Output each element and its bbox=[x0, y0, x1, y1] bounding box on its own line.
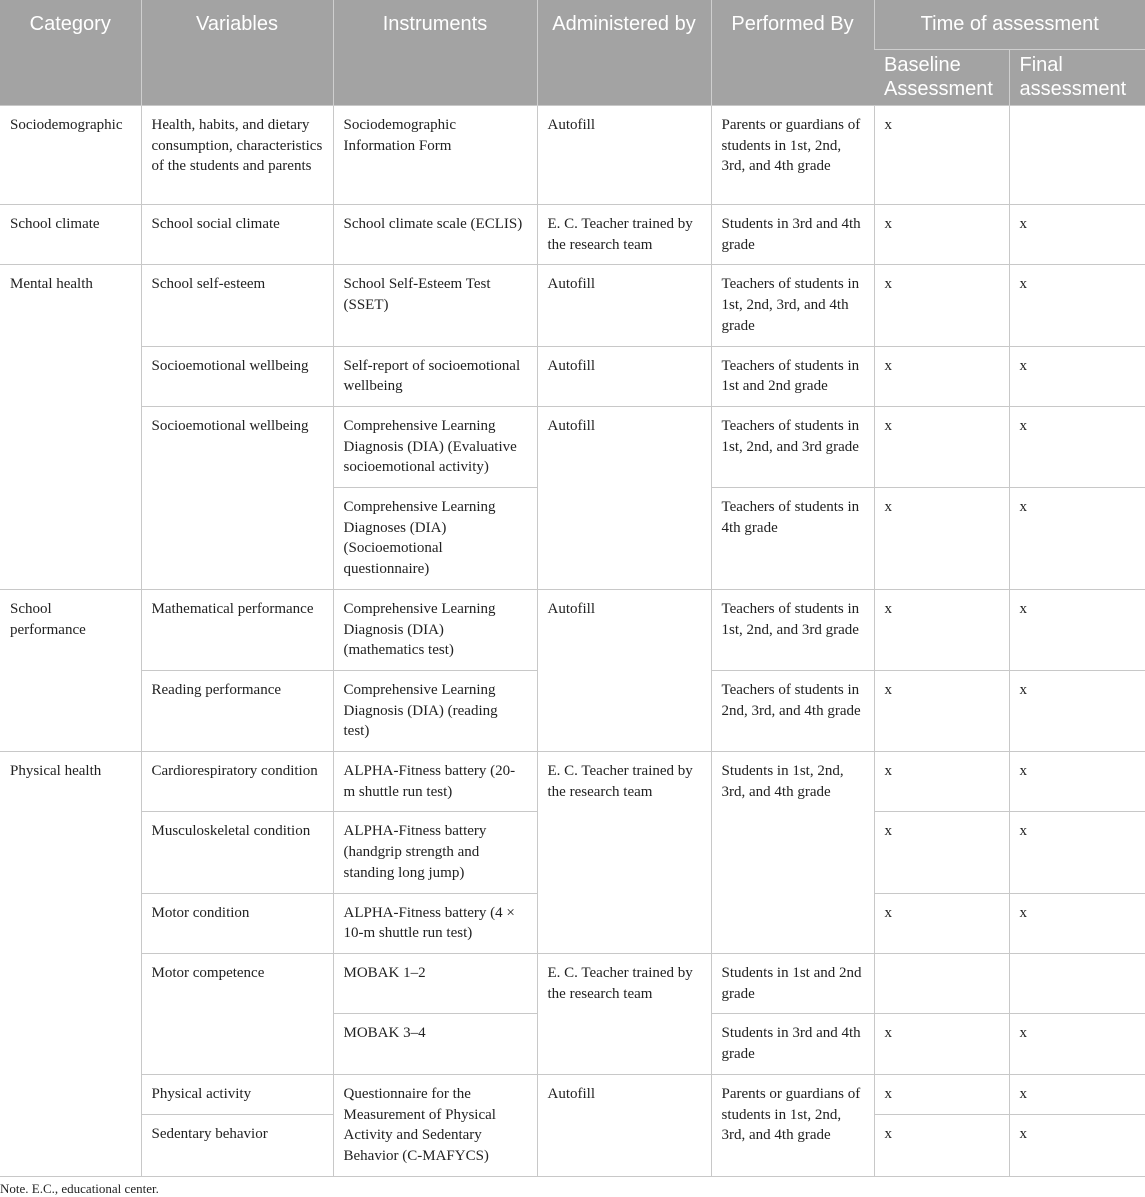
cell-final bbox=[1009, 106, 1145, 205]
cell-variables: Musculoskeletal condition bbox=[141, 812, 333, 893]
cell-baseline: x bbox=[874, 406, 1009, 487]
cell-administered: E. C. Teacher trained by the research team bbox=[537, 953, 711, 1074]
cell-instrument: MOBAK 1–2 bbox=[333, 953, 537, 1013]
cell-baseline: x bbox=[874, 1074, 1009, 1114]
cell-performed: Teachers of students in 2nd, 3rd, and 4th grade bbox=[711, 670, 874, 751]
table-row bbox=[0, 265, 1145, 346]
cell-final: x bbox=[1009, 1074, 1145, 1114]
header-administered-by: Administered by bbox=[537, 0, 711, 106]
cell-administered: Autofill bbox=[537, 265, 711, 346]
cell-performed: Students in 3rd and 4th grade bbox=[711, 205, 874, 265]
table-row bbox=[0, 589, 1145, 670]
cell-category: School performance bbox=[0, 589, 141, 751]
cell-administered: E. C. Teacher trained by the research team bbox=[537, 752, 711, 954]
cell-baseline: x bbox=[874, 265, 1009, 346]
table-row bbox=[0, 106, 1145, 205]
cell-baseline: x bbox=[874, 752, 1009, 812]
cell-instrument: ALPHA-Fitness battery (handgrip strength and standing long jump) bbox=[333, 812, 537, 893]
cell-baseline: x bbox=[874, 488, 1009, 590]
cell-final: x bbox=[1009, 1014, 1145, 1074]
header-category: Category bbox=[0, 0, 141, 106]
cell-category: School climate bbox=[0, 205, 141, 265]
cell-final: x bbox=[1009, 893, 1145, 953]
header-performed-by: Performed By bbox=[711, 0, 874, 106]
cell-instrument: Comprehensive Learning Diagnosis (DIA) (reading test) bbox=[333, 670, 537, 751]
cell-instrument: Self-report of socioemotional wellbeing bbox=[333, 346, 537, 406]
cell-performed: Teachers of students in 1st, 2nd, and 3rd grade bbox=[711, 406, 874, 487]
cell-instrument: MOBAK 3–4 bbox=[333, 1014, 537, 1074]
cell-final bbox=[1009, 953, 1145, 1013]
header-variables: Variables bbox=[141, 0, 333, 106]
cell-performed: Teachers of students in 4th grade bbox=[711, 488, 874, 590]
cell-category: Mental health bbox=[0, 265, 141, 589]
cell-baseline: x bbox=[874, 106, 1009, 205]
cell-final: x bbox=[1009, 752, 1145, 812]
cell-administered: E. C. Teacher trained by the research team bbox=[537, 205, 711, 265]
header-baseline: Baseline Assessment bbox=[874, 50, 1009, 106]
cell-final: x bbox=[1009, 488, 1145, 590]
cell-category: Physical health bbox=[0, 752, 141, 1177]
cell-final: x bbox=[1009, 205, 1145, 265]
cell-administered: Autofill bbox=[537, 106, 711, 205]
cell-baseline: x bbox=[874, 1114, 1009, 1176]
cell-baseline: x bbox=[874, 812, 1009, 893]
cell-instrument: Sociodemographic Information Form bbox=[333, 106, 537, 205]
cell-final: x bbox=[1009, 265, 1145, 346]
cell-variables: Health, habits, and dietary consumption, characteristics of the students and parents bbox=[141, 106, 333, 205]
cell-instrument: Questionnaire for the Measurement of Physical Activity and Sedentary Behavior (C-MAFYCS) bbox=[333, 1074, 537, 1176]
table-note: Note. E.C., educational center. bbox=[0, 1181, 159, 1196]
cell-instrument: Comprehensive Learning Diagnosis (DIA) (mathematics test) bbox=[333, 589, 537, 670]
cell-final: x bbox=[1009, 670, 1145, 751]
cell-performed: Teachers of students in 1st, 2nd, and 3rd grade bbox=[711, 589, 874, 670]
table-row bbox=[0, 953, 1145, 1013]
cell-variables: Socioemotional wellbeing bbox=[141, 406, 333, 589]
cell-variables: School self-esteem bbox=[141, 265, 333, 346]
cell-performed: Teachers of students in 1st, 2nd, 3rd, and 4th grade bbox=[711, 265, 874, 346]
cell-baseline: x bbox=[874, 205, 1009, 265]
cell-variables: Physical activity bbox=[141, 1074, 333, 1114]
header-row bbox=[0, 0, 1145, 50]
header-final: Final assessment bbox=[1009, 50, 1145, 106]
cell-administered: Autofill bbox=[537, 346, 711, 406]
cell-variables: Sedentary behavior bbox=[141, 1114, 333, 1176]
cell-instrument: ALPHA-Fitness battery (4 × 10-m shuttle run test) bbox=[333, 893, 537, 953]
cell-variables: Motor condition bbox=[141, 893, 333, 953]
cell-variables: Cardiorespiratory condition bbox=[141, 752, 333, 812]
cell-instrument: Comprehensive Learning Diagnoses (DIA) (Socioemotional questionnaire) bbox=[333, 488, 537, 590]
cell-baseline bbox=[874, 953, 1009, 1013]
header-time-of-assessment: Time of assessment bbox=[874, 0, 1145, 50]
cell-category: Sociodemographic bbox=[0, 106, 141, 205]
cell-administered: Autofill bbox=[537, 406, 711, 589]
cell-performed: Parents or guardians of students in 1st, 2nd, 3rd, and 4th grade bbox=[711, 1074, 874, 1176]
cell-final: x bbox=[1009, 1114, 1145, 1176]
cell-baseline: x bbox=[874, 670, 1009, 751]
cell-final: x bbox=[1009, 346, 1145, 406]
cell-instrument: School climate scale (ECLIS) bbox=[333, 205, 537, 265]
cell-administered: Autofill bbox=[537, 589, 711, 751]
cell-instrument: Comprehensive Learning Diagnosis (DIA) (Evaluative socioemotional activity) bbox=[333, 406, 537, 487]
table-row bbox=[0, 406, 1145, 487]
header-instruments: Instruments bbox=[333, 0, 537, 106]
cell-performed: Students in 3rd and 4th grade bbox=[711, 1014, 874, 1074]
cell-performed: Parents or guardians of students in 1st, 2nd, 3rd, and 4th grade bbox=[711, 106, 874, 205]
cell-performed: Teachers of students in 1st and 2nd grade bbox=[711, 346, 874, 406]
cell-administered: Autofill bbox=[537, 1074, 711, 1176]
cell-variables: School social climate bbox=[141, 205, 333, 265]
table-row bbox=[0, 346, 1145, 406]
cell-variables: Mathematical performance bbox=[141, 589, 333, 670]
cell-final: x bbox=[1009, 589, 1145, 670]
cell-instrument: ALPHA-Fitness battery (20-m shuttle run test) bbox=[333, 752, 537, 812]
cell-baseline: x bbox=[874, 893, 1009, 953]
cell-performed: Students in 1st and 2nd grade bbox=[711, 953, 874, 1013]
table-row bbox=[0, 752, 1145, 812]
cell-instrument: School Self-Esteem Test (SSET) bbox=[333, 265, 537, 346]
cell-baseline: x bbox=[874, 346, 1009, 406]
cell-variables: Reading performance bbox=[141, 670, 333, 751]
cell-final: x bbox=[1009, 812, 1145, 893]
cell-variables: Socioemotional wellbeing bbox=[141, 346, 333, 406]
table-row bbox=[0, 205, 1145, 265]
cell-performed: Students in 1st, 2nd, 3rd, and 4th grade bbox=[711, 752, 874, 954]
table-row bbox=[0, 1074, 1145, 1114]
cell-baseline: x bbox=[874, 1014, 1009, 1074]
cell-final: x bbox=[1009, 406, 1145, 487]
cell-baseline: x bbox=[874, 589, 1009, 670]
cell-variables: Motor competence bbox=[141, 953, 333, 1074]
